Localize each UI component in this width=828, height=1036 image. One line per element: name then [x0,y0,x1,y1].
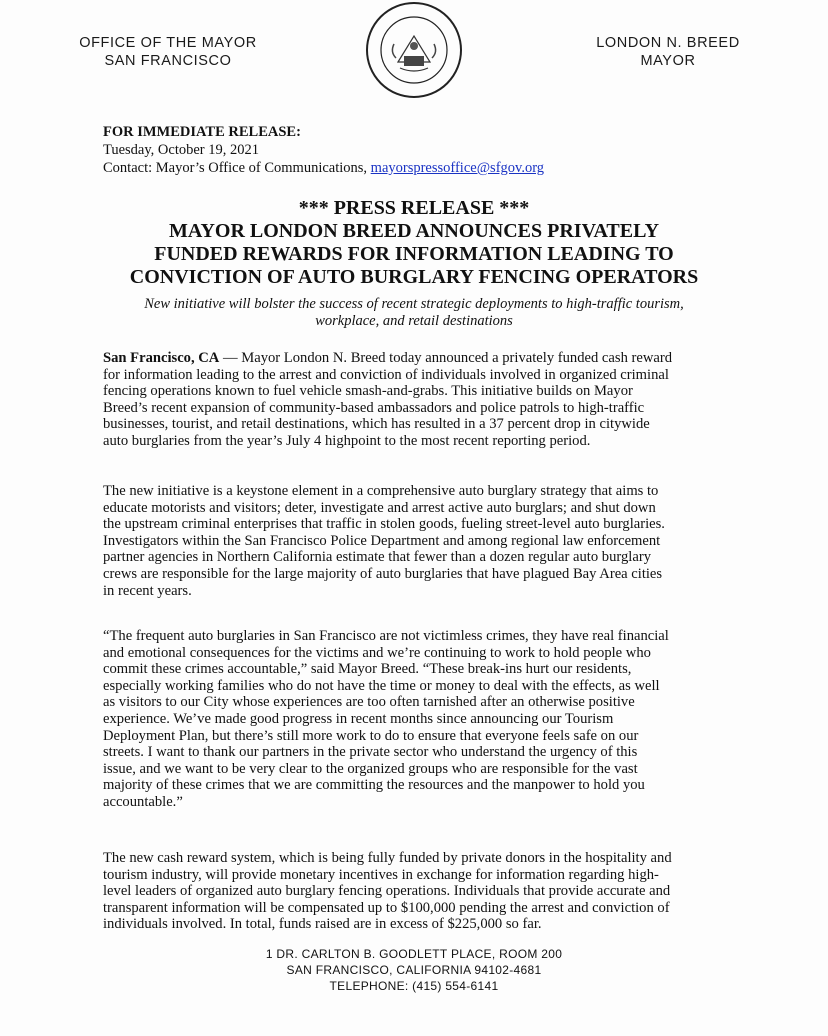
contact-prefix: Contact: Mayor’s Office of Communications, [103,160,371,176]
body-line: as visitors to our City whose experiences are too often tarnished after an otherwise positive [103,694,635,711]
paragraph-3-quote [103,628,731,811]
body-line: the upstream criminal enterprises that traffic in stolen goods, fueling street-level auto burglaries. [103,516,665,533]
body-line: Breed’s recent expansion of community-based ambassadors and police patrols to high-traffic [103,399,645,416]
body-line: streets. I want to thank our partners in the private sector who understand the urgency of this [103,744,638,761]
body-line: tourism industry, will provide monetary incentives in exchange for information regarding high- [103,866,659,883]
body-line: issue, and we want to be very clear to the organized groups who are responsible for the vast [103,760,638,777]
office-line-2: SAN FRANCISCO [104,53,232,69]
paragraph-1 [103,350,731,450]
footer-address [214,946,614,994]
release-contact [103,159,743,177]
body-line: Deployment Plan, but there’s still more work to do to ensure that everyone feels safe on our [103,727,639,744]
body-line: educate motorists and visitors; deter, investigate and arrest active auto burglars; and shut down [103,499,656,516]
subhead-line-2: workplace, and retail destinations [315,313,513,329]
release-date: Tuesday, October 19, 2021 [103,142,259,158]
body-line: experience. We’ve made good progress in recent months since announcing our Tourism [103,710,614,727]
body-line [103,350,731,367]
letterhead-mayor [588,34,748,70]
body-line: and emotional consequences for the victims and we’re continuing to work to hold people who [103,644,651,661]
mayor-title: MAYOR [640,53,696,69]
body-line: level leaders of organized auto burglary fencing operations. Individuals that provide accurate and [103,883,671,900]
release-label: FOR IMMEDIATE RELEASE: [103,124,301,140]
footer-line-1: 1 DR. CARLTON B. GOODLETT PLACE, ROOM 200 [265,947,563,961]
body-line: transparent information will be compensated up to $100,000 pending the arrest and conviction of [103,899,670,916]
dateline: San Francisco, CA [103,350,220,366]
body-line: crews are responsible for the large majority of auto burglaries that have plagued Bay Area cities [103,565,663,582]
body-line: fencing operations known to fuel vehicle smash-and-grabs. This initiative builds on Mayor [103,383,633,400]
headline-line-1: *** PRESS RELEASE *** [298,197,530,219]
body-line: majority of these crimes that we are committing the resources and the manpower to hold you [103,777,645,794]
body-line: auto burglaries from the year’s July 4 highpoint to the most recent reporting period. [103,432,591,449]
headline-line-2: MAYOR LONDON BREED ANNOUNCES PRIVATELY [168,220,660,242]
footer-line-2: SAN FRANCISCO, CALIFORNIA 94102-4681 [286,963,542,977]
footer-line-3: TELEPHONE: (415) 554-6141 [329,979,499,993]
body-line: The new initiative is a keystone element in a comprehensive auto burglary strategy that aims to [103,483,659,499]
body-line: “The frequent auto burglaries in San Francisco are not victimless crimes, they have real financial [103,628,669,644]
paragraph-4 [103,850,731,933]
headline-line-3: FUNDED REWARDS FOR INFORMATION LEADING TO [154,243,674,265]
body-line: businesses, tourist, and retail destinations, which has resulted in a 37 percent drop in citywide [103,416,650,433]
office-line-1: OFFICE OF THE MAYOR [79,35,257,51]
body-line-text: — Mayor London N. Breed today announced a privately funded cash reward [219,350,673,366]
contact-email-link[interactable]: mayorspressoffice@sfgov.org [370,160,545,176]
city-seal-icon [364,0,464,100]
mayor-name: LONDON N. BREED [596,35,740,51]
release-info [103,123,743,177]
body-line: Investigators within the San Francisco Police Department and among regional law enforcement [103,532,661,549]
body-line: accountable.” [103,793,183,810]
headline-line-4: CONVICTION OF AUTO BURGLARY FENCING OPERATORS [129,266,699,288]
body-line: individuals involved. In total, funds raised are in excess of $225,000 so far. [103,916,542,933]
body-line: for information leading to the arrest and conviction of individuals involved in organized criminal [103,366,669,383]
body-line: commit these crimes accountable,” said Mayor Breed. “These break-ins hurt our residents, [103,661,632,678]
headline [60,197,768,289]
letterhead-office [78,34,258,70]
body-line: especially working families who do not have the time or money to deal with the effects, as well [103,677,660,694]
body-line: The new cash reward system, which is being fully funded by private donors in the hospitality and [103,850,672,866]
subhead-line-1: New initiative will bolster the success of recent strategic deployments to high-traffic tourism, [144,296,684,312]
body-line: partner agencies in Northern California estimate that fewer than a dozen regular auto burglary [103,549,651,566]
subheadline [90,296,738,330]
paragraph-2 [103,483,731,599]
body-line: in recent years. [103,582,192,599]
